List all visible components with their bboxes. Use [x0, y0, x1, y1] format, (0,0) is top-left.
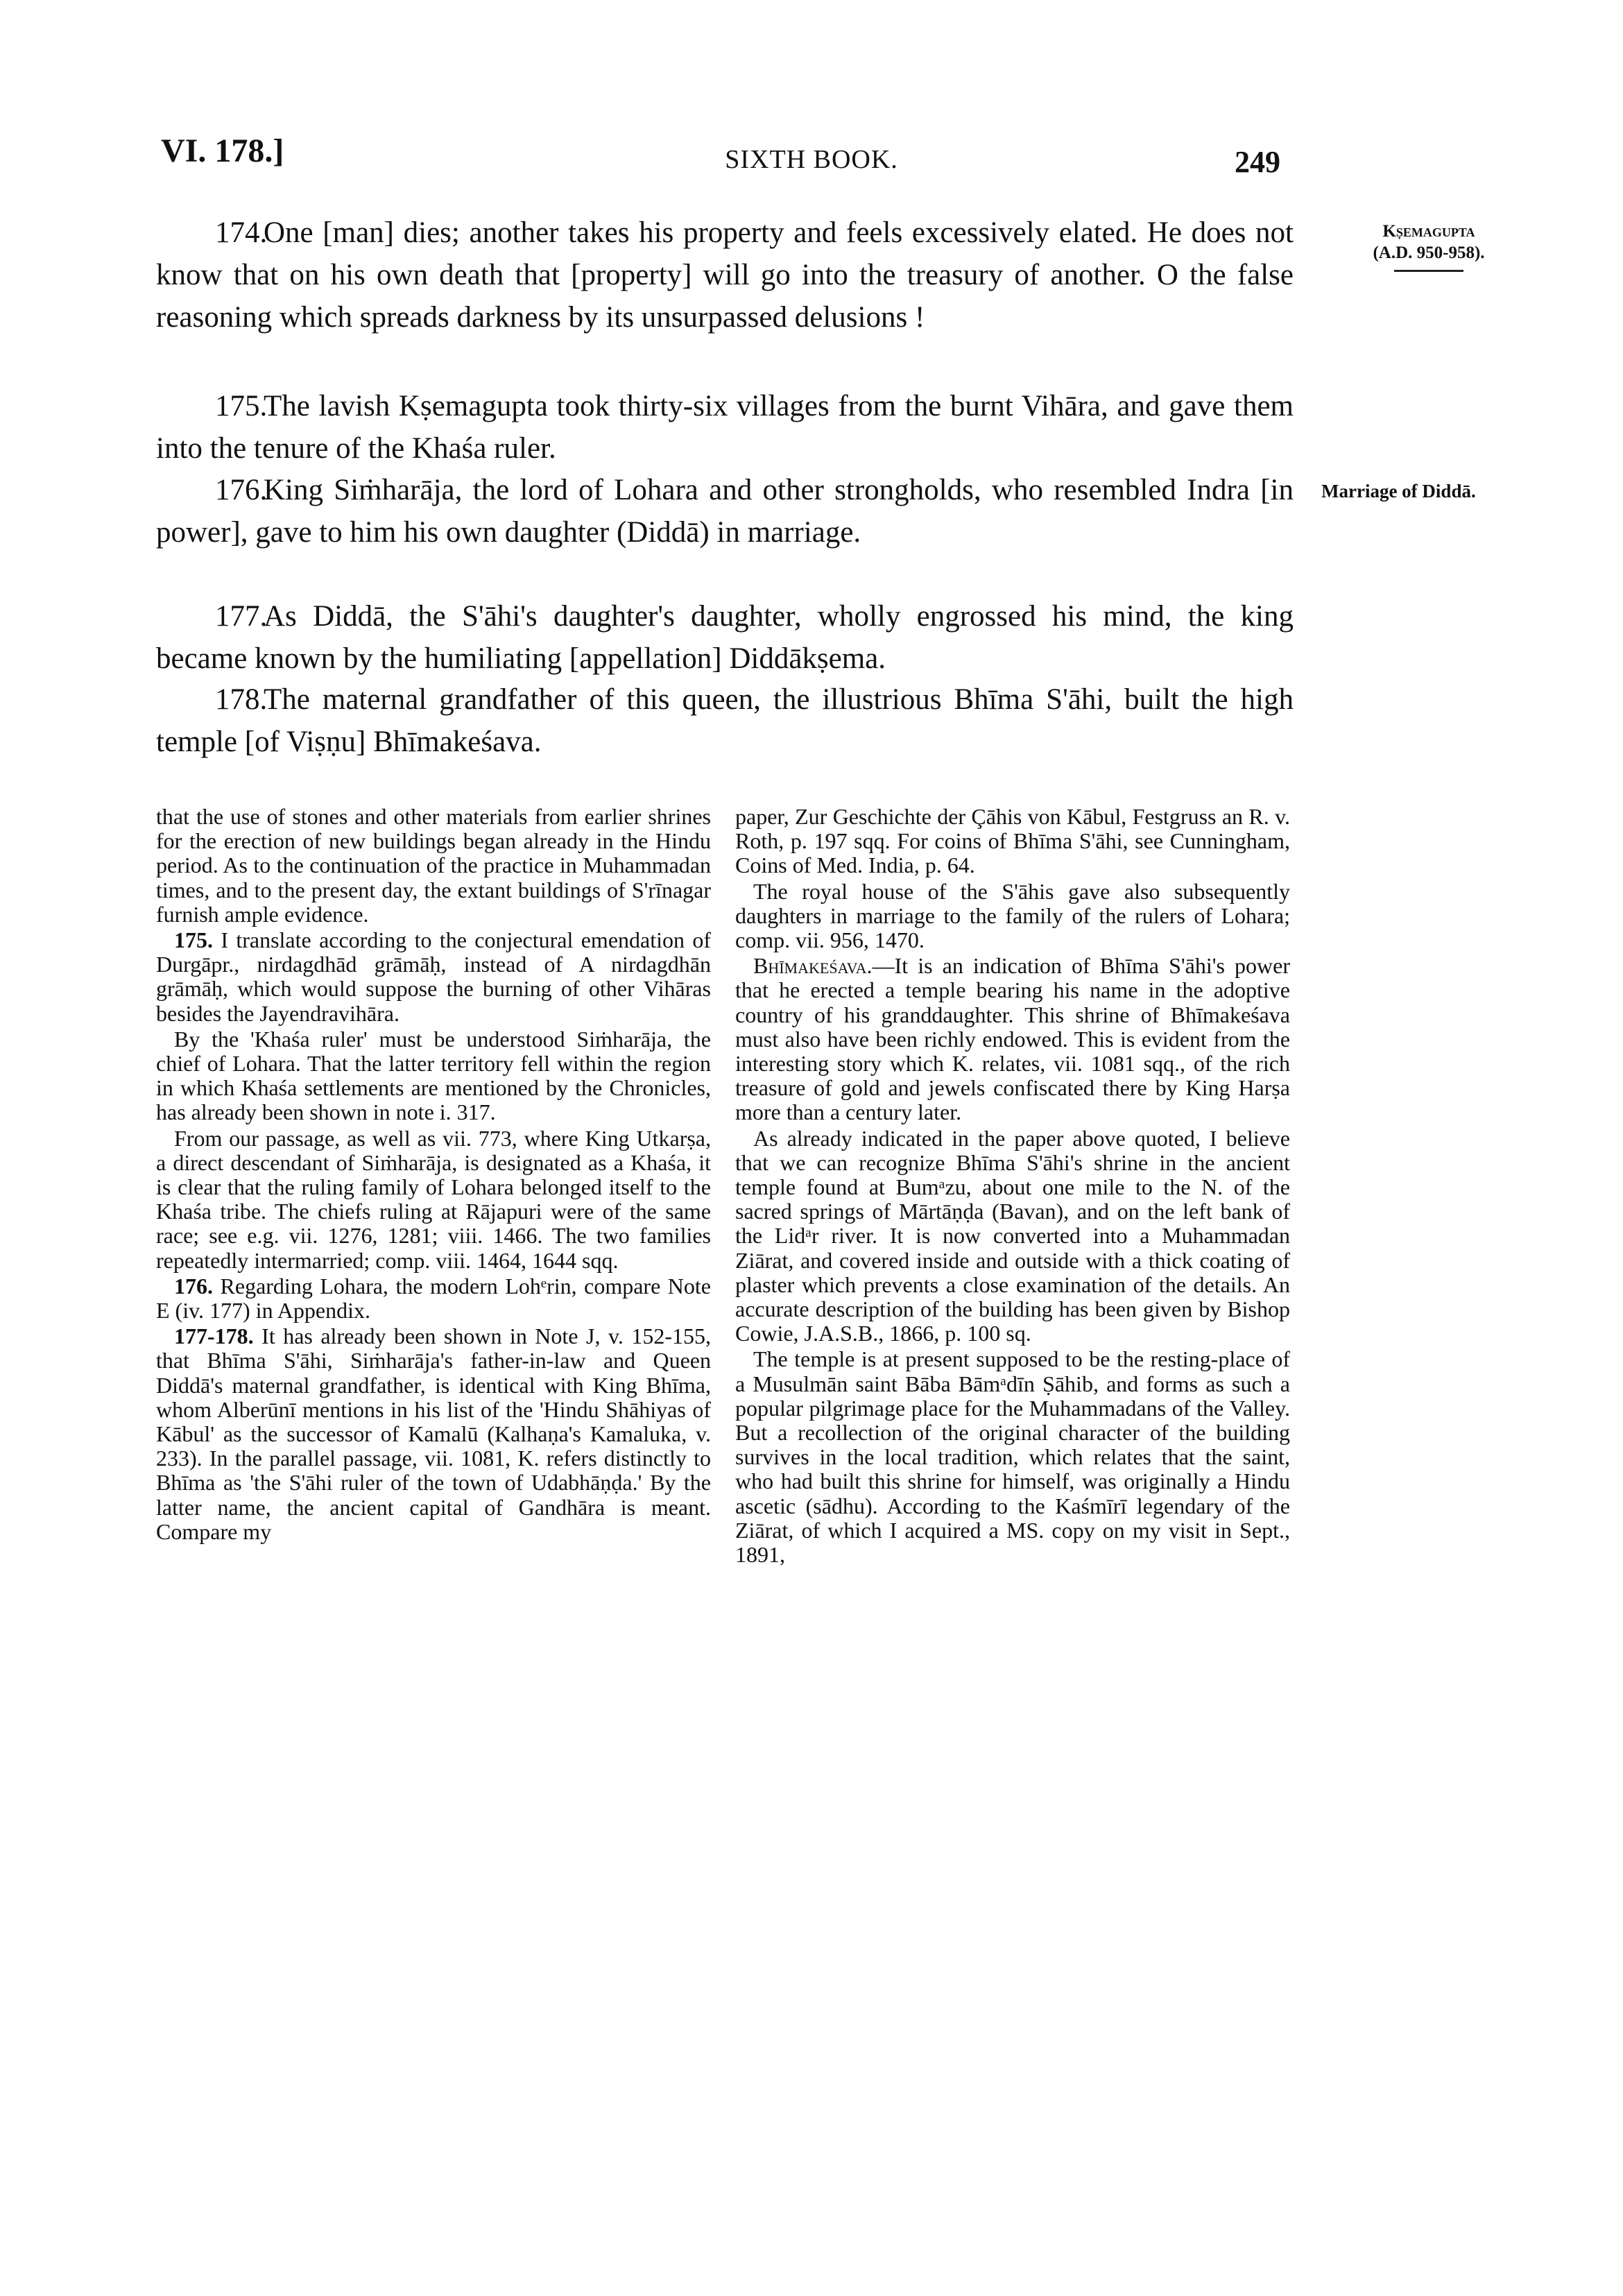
footnotes-right-column: [735, 805, 1290, 1568]
verse-175: [156, 385, 1294, 470]
note-paragraph: By the 'Khaśa ruler' must be understood Siṁharāja, the chief of Lohara. That the latter territory fell within the region in which Khaśa settlements are mentioned by the Chronicles, has already been shown in note i. 317.: [156, 1026, 711, 1125]
verse-number: 174.: [215, 216, 268, 249]
note-number: 175.: [174, 927, 213, 953]
verse-number: 177.: [215, 600, 268, 633]
margin-divider: [1394, 270, 1463, 272]
note-text: I translate according to the conjectural emendation of Durgāpr., nirdagdhād grāmāḥ, instead of A nirdagdhān grāmāḥ, which would suppose the burning of other Vihāras besides the Jayendravihāra.: [156, 927, 712, 1026]
running-head-title: SIXTH BOOK.: [725, 145, 898, 174]
margin-note-marriage: Marriage of Diddā.: [1321, 481, 1476, 502]
running-head-left: VI. 178.]: [161, 132, 284, 169]
note-paragraph: The royal house of the S'āhis gave also subsequently daughters in marriage to the family of the rulers of Lohara; comp. vii. 956, 1470.: [735, 878, 1290, 953]
verse-number: 175.: [215, 390, 268, 422]
note-paragraph: From our passage, as well as vii. 773, where King Utkarṣa, a direct descendant of Siṁharāja, is designated as a Khaśa, it is clear that the ruling family of Lohara belonged itself to the Khaśa tribe. The chiefs ruling at Rājapuri were of the same race; see e.g. vii. 1276, 1281; viii. 1466. The two families repeatedly intermarried; comp. viii. 1464, 1644 sqq.: [156, 1125, 711, 1273]
verse-number: 178.: [215, 683, 268, 716]
verse-178: [156, 678, 1294, 763]
footnotes-left-column: [156, 805, 711, 1545]
margin-ruler-dates: (A.D. 950-958).: [1373, 243, 1485, 263]
note-number: 176.: [174, 1273, 213, 1299]
verse-177: [156, 595, 1294, 680]
page-number: 249: [1235, 145, 1280, 179]
verse-number: 176.: [215, 474, 268, 506]
margin-note-ksemagupta: [1342, 221, 1515, 272]
note-text: Regarding Lohara, the modern Lohᵉrin, compare Note E (iv. 177) in Appendix.: [156, 1273, 712, 1323]
margin-ruler-name: Kṣemagupta: [1382, 222, 1475, 241]
note-paragraph: paper, Zur Geschichte der Çāhis von Kābul, Festgruss an R. v. Roth, p. 197 sqq. For coins of Bhīma S'āhi, see Cunningham, Coins of Med. India, p. 64.: [735, 804, 1290, 878]
note-paragraph: that the use of stones and other materials from earlier shrines for the erection of new buildings began already in the Hindu period. As to the continuation of the practice in Muhammadan times, and to the present day, the extant buildings of S'rīnagar furnish ample evidence.: [156, 804, 711, 927]
note-paragraph: The temple is at present supposed to be the resting-place of a Musulmān saint Bāba Bāmᵃdīn Ṣāhib, and forms as such a popular pilgrimage place for the Muhammadans of the Valley. But a recollection of the original character of the building survives in the local tradition, which relates that the saint, who had built this shrine for himself, was originally a Hindu ascetic (sādhu). According to the Kaśmīrī legendary of the Ziārat, of which I acquired a MS. copy on my visit in Sept., 1891,: [735, 1346, 1290, 1568]
note-text: —It is an indication of Bhīma S'āhi's power that he erected a temple bearing his name in the adoptive country of his granddaughter. This shrine of Bhīmakeśava must also have been richly endowed. This is evident from the interesting story which K. relates, vii. 1081 sqq., of the rich treasure of gold and jewels confiscated there by King Harṣa more than a century later.: [735, 953, 1290, 1125]
note-text: It has already been shown in Note J, v. 152-155, that Bhīma S'āhi, Siṁharāja's father-in-law and Queen Diddā's maternal grandfather, is identical with King Bhīma, whom Alberūnī mentions in his list of the 'Hindu Shāhiyas of Kābul' as the successor of Kamalū (Kalhaṇa's Kamaluka, v. 233). In the parallel passage, vii. 1081, K. refers distinctly to Bhīma as 'the S'āhi ruler of the town of Udabhāṇḍa.' By the latter name, the ancient capital of Gandhāra is meant. Compare my: [156, 1323, 712, 1544]
verse-text: The lavish Kṣemagupta took thirty-six villages from the burnt Vihāra, and gave them into the tenure of the Khaśa ruler.: [156, 390, 1294, 465]
verse-174: [156, 212, 1294, 339]
verse-text: King Siṁharāja, the lord of Lohara and other strongholds, who resembled Indra [in power], gave to him his own daughter (Diddā) in marriage.: [156, 474, 1294, 549]
note-number: 177-178.: [174, 1323, 254, 1349]
note-177-178: [156, 1324, 711, 1544]
verse-176: [156, 469, 1294, 554]
verse-text: As Diddā, the S'āhi's daughter's daughter, wholly engrossed his mind, the king became known by the humiliating [appellation] Diddākṣema.: [156, 600, 1294, 675]
note-paragraph: As already indicated in the paper above quoted, I believe that we can recognize Bhīma S'āhi's shrine in the ancient temple found at Bumᵃzu, about one mile to the N. of the sacred springs of Mārtāṇḍa (Bavan), and on the left bank of the Lidᵃr river. It is now converted into a Muhammadan Ziārat, and covered inside and outside with a thick coating of plaster which prevents a close examination of the details. An accurate description of the building has been given by Bishop Cowie, J.A.S.B., 1866, p. 100 sq.: [735, 1125, 1290, 1346]
note-175: [156, 928, 711, 1026]
note-bhimakesava: [735, 954, 1290, 1124]
verse-text: The maternal grandfather of this queen, the illustrious Bhīma S'āhi, built the high temple [of Viṣṇu] Bhīmakeśava.: [156, 683, 1294, 758]
note-176: [156, 1274, 711, 1323]
verse-text: One [man] dies; another takes his property and feels excessively elated. He does not know that on his own death that [property] will go into the treasury of another. O the false reasoning which spreads darkness by its unsurpassed delusions !: [156, 216, 1294, 334]
note-heading: Bhīmakeśava.: [753, 953, 873, 979]
